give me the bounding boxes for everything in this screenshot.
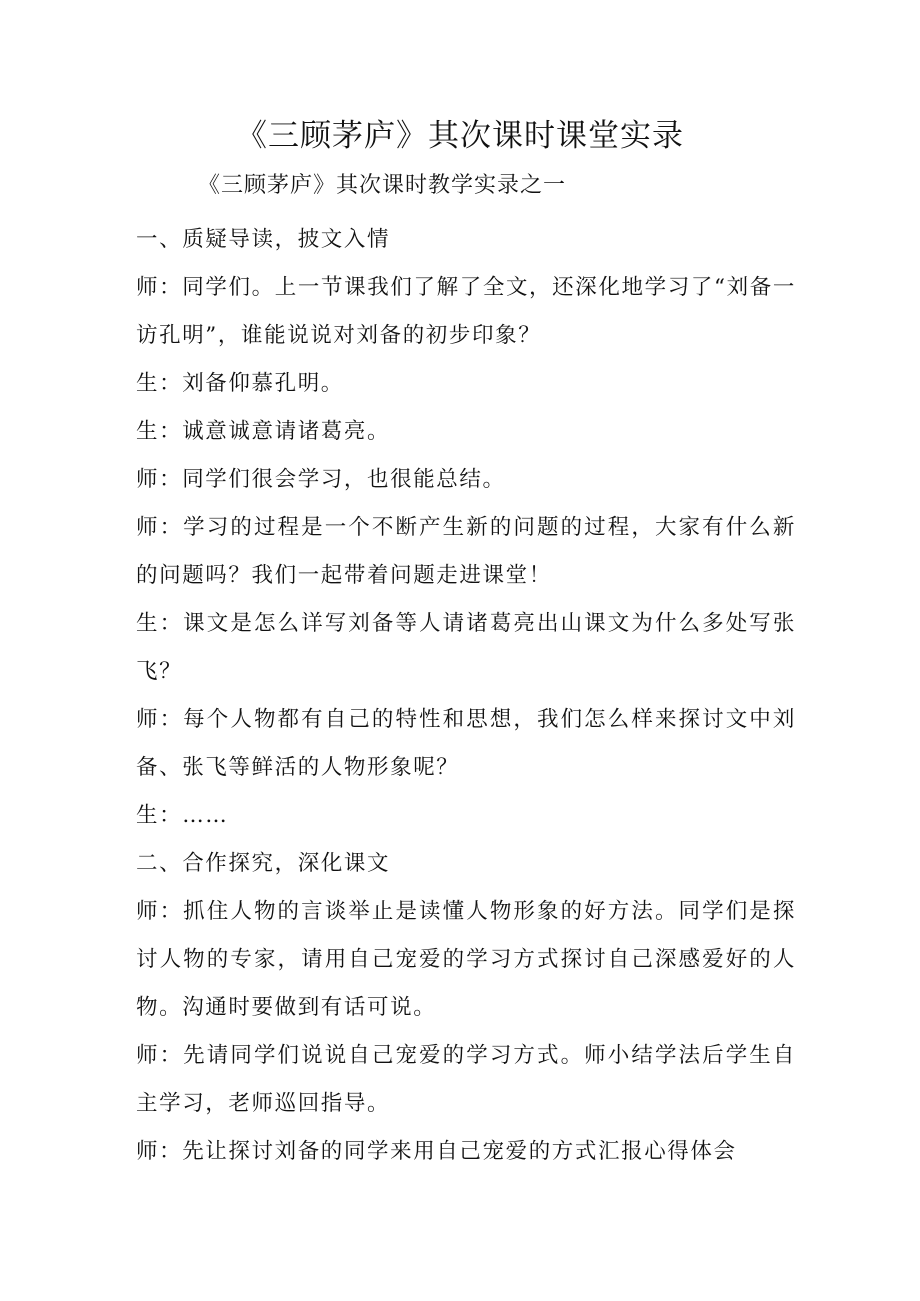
paragraph: 生：课文是怎么详写刘备等人请诸葛亮出山课文为什么多处写张飞？ <box>136 611 796 684</box>
paragraph: 师：每个人物都有自己的特性和思想，我们怎么样来探讨文中刘备、张飞等鲜活的人物形象呢？ <box>136 707 796 780</box>
paragraph: 生：诚意诚意请诸葛亮。 <box>136 419 391 444</box>
paragraph: 师：学习的过程是一个不断产生新的问题的过程，大家有什么新的问题吗？我们一起带着问题走进课堂！ <box>136 515 796 588</box>
document-body <box>136 216 796 1176</box>
paragraph: 生：刘备仰慕孔明。 <box>136 371 344 396</box>
paragraph: 师：抓住人物的言谈举止是读懂人物形象的好方法。同学们是探讨人物的专家，请用自己宠爱的学习方式探讨自己深感爱好的人物。沟通时要做到有话可说。 <box>136 899 796 1020</box>
section-heading: 一、质疑导读，披文入情 <box>136 227 391 252</box>
paragraph: 师：同学们。上一节课我们了解了全文，还深化地学习了“刘备一访孔明”，谁能说说对刘备的初步印象？ <box>136 275 796 348</box>
paragraph: 师：同学们很会学习，也很能总结。 <box>136 467 506 492</box>
document-subtitle: 《三顾茅庐》其次课时教学实录之一 <box>198 173 567 198</box>
document-title: 《三顾茅庐》其次课时课堂实录 <box>236 118 684 154</box>
section-heading: 二、合作探究，深化课文 <box>136 851 391 876</box>
paragraph: 生：…… <box>136 803 229 828</box>
paragraph: 师：先请同学们说说自己宠爱的学习方式。师小结学法后学生自主学习，老师巡回指导。 <box>136 1043 796 1116</box>
paragraph: 师：先让探讨刘备的同学来用自己宠爱的方式汇报心得体会 <box>136 1139 737 1164</box>
